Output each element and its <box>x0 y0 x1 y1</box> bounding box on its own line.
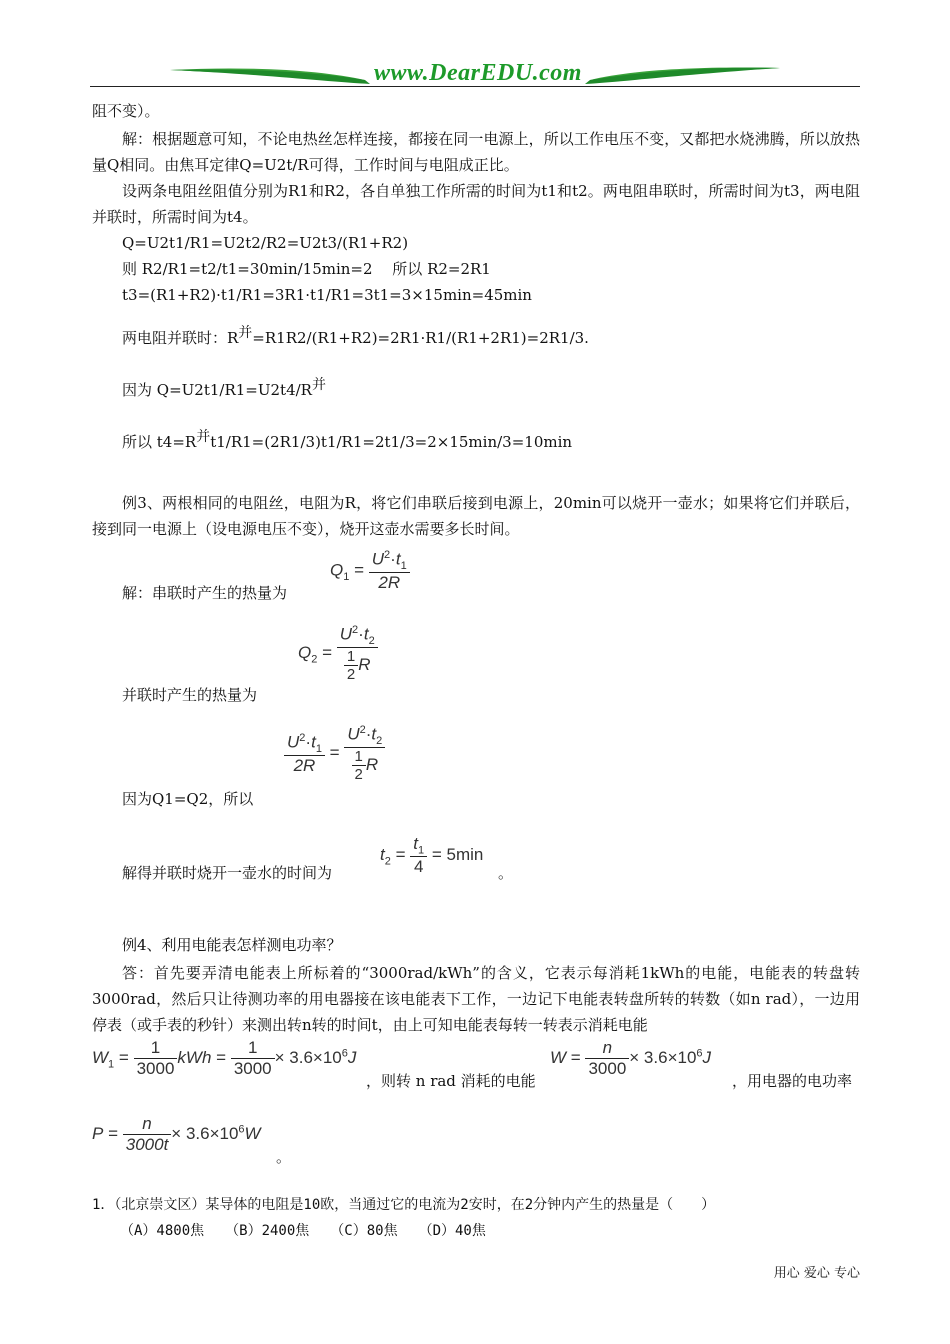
parallel-heat-label: 并联时产生的热量为 <box>122 686 258 704</box>
equation-line-q: Q=U2t1/R1=U2t2/R2=U2t3/(R1+R2) <box>122 234 409 252</box>
logo-text[interactable]: www.DearEDU.com <box>374 60 582 86</box>
parallel-text-b: =R1R2/(R1+R2)=2R1·R1/(R1+2R1)=2R1/3. <box>252 329 589 347</box>
rotation-energy-text: ，则转 n rad 消耗的电能 <box>366 1072 536 1090</box>
period-after-t2: 。 <box>498 864 514 882</box>
because-equal-label: 因为Q1=Q2，所以 <box>122 790 254 808</box>
equation-line-parallel <box>122 320 589 351</box>
answer-paragraph: 答：首先要弄清电能表上所标着的“3000rad/kWh”的含义，它表示每消耗1kWh的电能，电能表的转盘转3000rad，然后只让待测功率的用电器接在该电能表下工作，一边记下电能表转盘所转的转数（如n rad），一边用停表（或手表的秒针）来测出转n转的时间t，由上可知电能表每转一转表示消耗电能 <box>92 964 860 1034</box>
series-heat-label: 解：串联时产生的热量为 <box>122 584 288 602</box>
formula-q1: $Q_1$ = $\frac{U^2\cdot t_1}{2R}$ <box>330 549 410 593</box>
setup-paragraph: 设两条电阻丝阻值分别为R1和R2，各自单独工作所需的时间为t1和t2。两电阻串联时，所需时间为t3，两电阻并联时，所需时间为t4。 <box>92 182 860 226</box>
formula-equality: $\frac{U^2\cdot t_1}{2R}$ = $U^2\cdot t_2$ $\frac{1}{2}$ R <box>284 724 385 783</box>
question-1: 1．（北京崇文区）某导体的电阻是10欧，当通过它的电流为2安时，在2分钟内产生的热量是（ ） <box>92 1197 716 1213</box>
parallel-time-label: 解得并联时烧开一壶水的时间为 <box>122 864 333 882</box>
question-1-options: （A）4800焦 （B）2400焦 （C）80焦 （D）40焦 <box>120 1223 486 1239</box>
t4-text-b: t1/R1=(2R1/3)t1/R1=2t1/3=2×15min/3=10min <box>210 433 573 451</box>
subscript-bing-2: 并 <box>311 377 326 393</box>
example-4-heading: 例4、利用电能表怎样测电功率？ <box>122 936 342 954</box>
t4-text-a: 所以 t4=R <box>122 433 197 451</box>
example-3-paragraph: 例3、两根相同的电阻丝，电阻为R，将它们串联后接到电源上，20min可以烧开一壶水；如果将它们并联后，接到同一电源上（设电源电压不变），烧开这壶水需要多长时间。 <box>92 494 860 538</box>
formula-w: W = $\frac{n}{3000}$ × $3.6\times 10^6J$ <box>550 1038 712 1078</box>
solution-paragraph: 解：根据题意可知，不论电热丝怎样连接，都接在同一电源上，所以工作电压不变，又都把水烧沸腾，所以放热量Q相同。由焦耳定律Q=U2t/R可得，工作时间与电阻成正比。 <box>92 130 860 174</box>
formula-w1: $W_1$ = $\frac{1}{3000}$ kWh = $\frac{1}{3000}$ × $3.6\times 10^6J$ <box>92 1038 357 1078</box>
header-rule <box>90 86 860 87</box>
equation-line-ratio: 则 R2/R1=t2/t1=30min/15min=2 所以 R2=2R1 <box>122 260 491 278</box>
formula-t2: $t_2$ = $\frac{t_1}{4}$ = 5min <box>380 834 484 877</box>
equation-line-because <box>122 372 326 403</box>
because-text: 因为 Q=U2t1/R1=U2t4/R <box>122 381 312 399</box>
formula-p: P = $\frac{n}{3000t}$ × $3.6\times 10^6W$ <box>92 1114 261 1154</box>
equation-line-t4 <box>122 424 572 455</box>
footer-motto: 用心 爱心 专心 <box>773 1266 860 1281</box>
formula-q2: $Q_2$ = $U^2\cdot t_2$ $\frac{1}{2}$ R <box>298 624 378 683</box>
equation-line-t3: t3=(R1+R2)·t1/R1=3R1·t1/R1=3t1=3×15min=45min <box>122 286 532 304</box>
subscript-bing: 并 <box>238 325 253 341</box>
parallel-text-a: 两电阻并联时：R <box>122 329 239 347</box>
text-line-1: 阻不变）。 <box>92 102 160 120</box>
subscript-bing-3: 并 <box>196 429 211 445</box>
power-text: ，用电器的电功率 <box>732 1072 853 1090</box>
period-after-p: 。 <box>276 1148 292 1166</box>
